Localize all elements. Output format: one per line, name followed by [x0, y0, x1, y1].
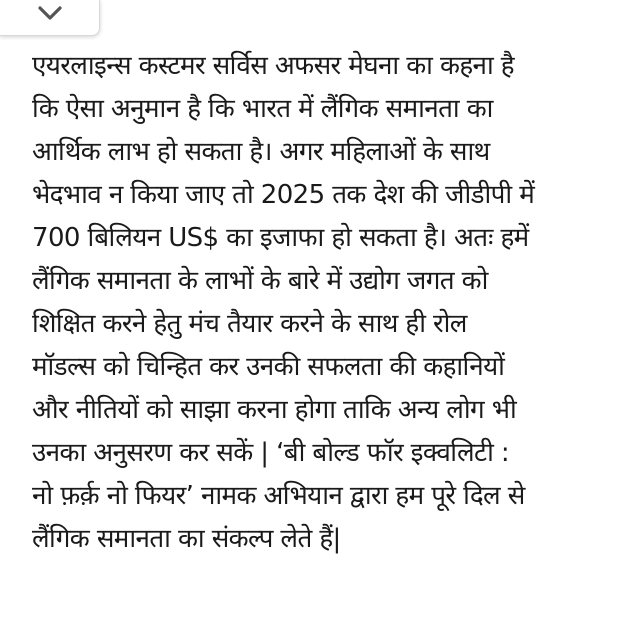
- article-line: मॉडल्स को चिन्हित कर उनकी सफलता की कहानियों: [32, 352, 505, 382]
- article-line: नो फ़र्क़ नो फियर’ नामक अभियान द्वारा हम पूरे दिल से: [32, 481, 525, 511]
- article-line: 700 बिलियन US$ का इजाफा हो सकता है। अतः हमें: [32, 223, 529, 253]
- article-line: उनका अनुसरण कर सकें | ‘बी बोल्ड फॉर इक्वलिटी :: [32, 438, 510, 468]
- article-line: लैंगिक समानता का संकल्प लेते हैं|: [32, 524, 341, 554]
- article-line: भेदभाव न किया जाए तो 2025 तक देश की जीडीपी में: [32, 180, 535, 210]
- article-line: लैंगिक समानता के लाभों के बारे में उद्योग जगत को: [32, 266, 488, 296]
- article-line: एयरलाइन्स कस्टमर सर्विस अफसर मेघना का कहना है: [32, 51, 514, 81]
- collapse-toggle-button[interactable]: [0, 0, 100, 36]
- article-line: आर्थिक लाभ हो सकता है। अगर महिलाओं के साथ: [32, 137, 490, 167]
- chevron-down-icon[interactable]: [36, 2, 64, 24]
- article-line: शिक्षित करने हेतु मंच तैयार करने के साथ ही रोल: [32, 309, 467, 339]
- article-line: कि ऐसा अनुमान है कि भारत में लैंगिक समानता का: [32, 94, 493, 124]
- article-line: और नीतियों को साझा करना होगा ताकि अन्य लोग भी: [32, 395, 517, 425]
